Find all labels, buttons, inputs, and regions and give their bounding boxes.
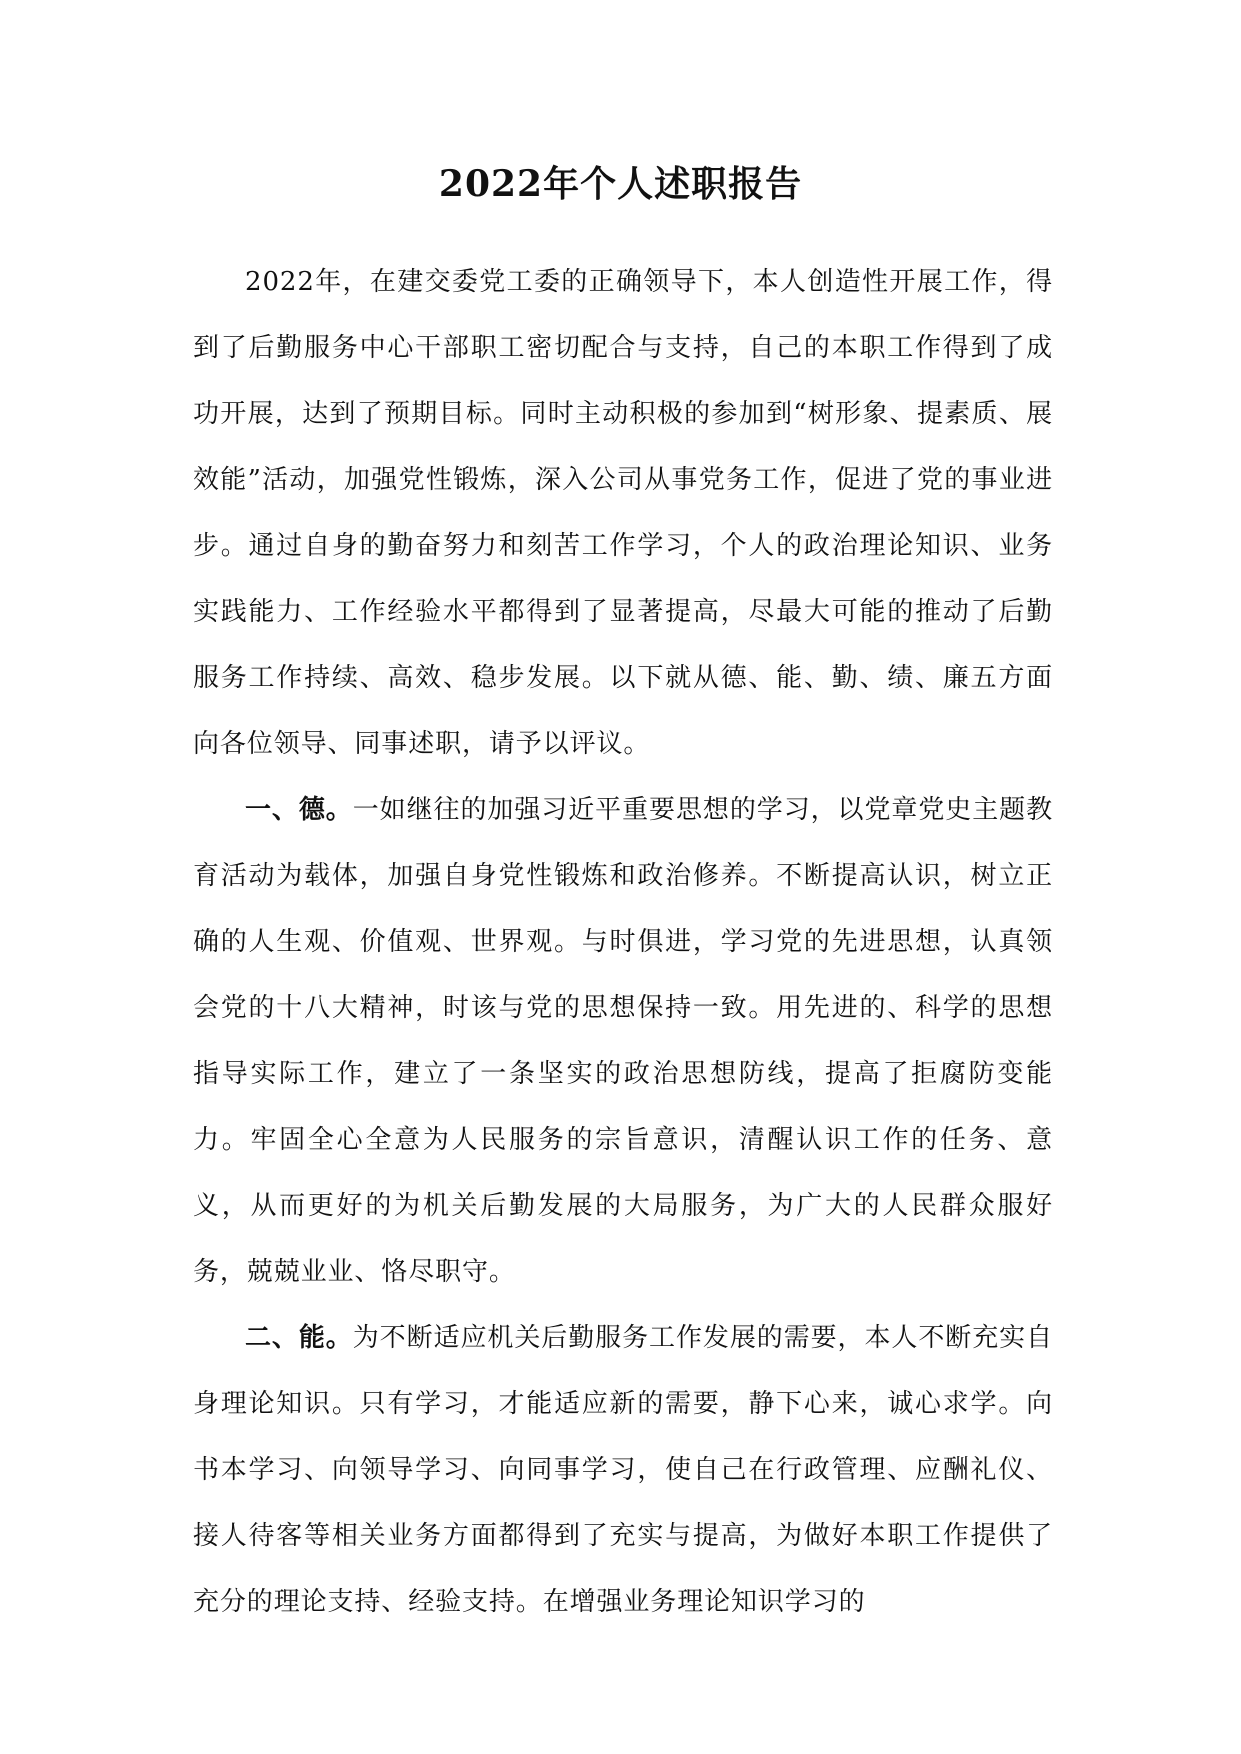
paragraph-lead: 二、能。 xyxy=(245,1323,353,1353)
paragraph-intro xyxy=(193,249,1053,777)
paragraph-text: 一如继往的加强习近平重要思想的学习，以党章党史主题教育活动为载体，加强自身党性锻炼和政治修养。不断提高认识，树立正确的人生观、价值观、世界观。与时俱进，学习党的先进思想，认真领会党的十八大精神，时该与党的思想保持一致。用先进的、科学的思想指导实际工作，建立了一条坚实的政治思想防线，提高了拒腐防变能力。牢固全心全意为人民服务的宗旨意识，清醒认识工作的任务、意义，从而更好的为机关后勤发展的大局服务，为广大的人民群众服好务，兢兢业业、恪尽职守。 xyxy=(193,795,1053,1287)
paragraph-text: 2022年，在建交委党工委的正确领导下，本人创造性开展工作，得到了后勤服务中心干部职工密切配合与支持，自己的本职工作得到了成功开展，达到了预期目标。同时主动积极的参加到“树形象、提素质、展效能”活动，加强党性锻炼，深入公司从事党务工作，促进了党的事业进步。通过自身的勤奋努力和刻苦工作学习，个人的政治理论知识、业务实践能力、工作经验水平都得到了显著提高，尽最大可能的推动了后勤服务工作持续、高效、稳步发展。以下就从德、能、勤、绩、廉五方面向各位领导、同事述职，请予以评议。 xyxy=(193,267,1053,759)
paragraph-text: 为不断适应机关后勤服务工作发展的需要，本人不断充实自身理论知识。只有学习，才能适应新的需要，静下心来，诚心求学。向书本学习、向领导学习、向同事学习，使自己在行政管理、应酬礼仪、接人待客等相关业务方面都得到了充实与提高，为做好本职工作提供了充分的理论支持、经验支持。在增强业务理论知识学习的 xyxy=(193,1323,1053,1617)
paragraph-lead: 一、德。 xyxy=(245,795,353,825)
document-body xyxy=(193,249,1053,1635)
paragraph-ability xyxy=(193,1305,1053,1635)
document-title: 2022年个人述职报告 xyxy=(438,163,803,205)
paragraph-virtue xyxy=(193,777,1053,1305)
